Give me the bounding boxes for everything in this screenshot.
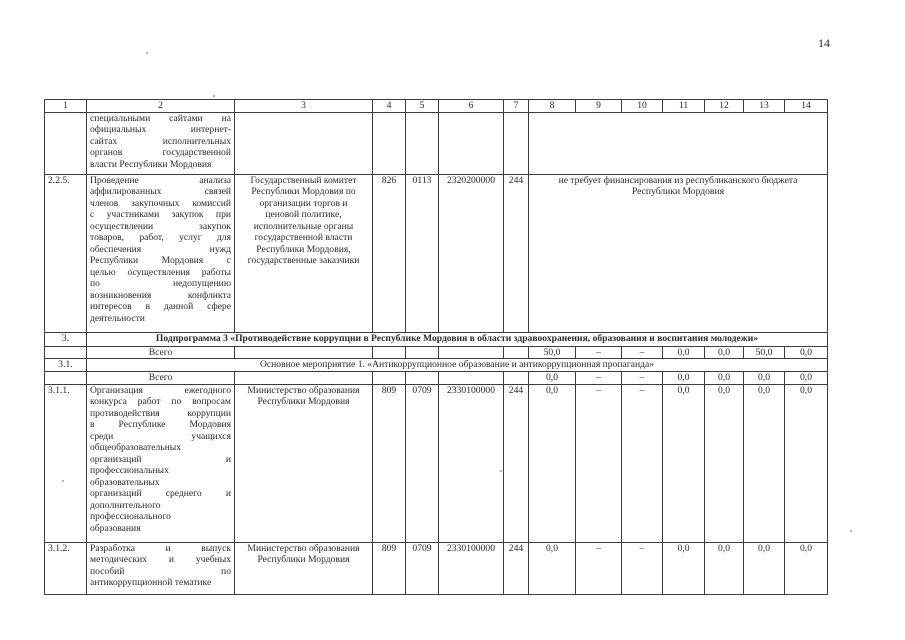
item-number: 3.: [45, 332, 87, 346]
year-value: 0,0: [663, 384, 705, 542]
total-value: –: [622, 346, 663, 359]
scan-speck: [213, 95, 215, 97]
table-row-3-1-1: [45, 384, 828, 542]
total-label: Всего: [87, 346, 235, 359]
item-description: специальными сайтами на официальных интернет- сайтах исполнительных органов государственной власти Республики Мордовия: [87, 112, 235, 174]
col-header: 4: [373, 100, 406, 113]
year-value: 0,0: [785, 384, 828, 542]
total-value: –: [576, 372, 622, 385]
col-header: 10: [622, 100, 663, 113]
grbs-code: 809: [373, 384, 406, 542]
grbs-code: 809: [373, 542, 406, 594]
year-value: –: [622, 384, 663, 542]
item-number: 2.2.5.: [45, 174, 87, 332]
item-number: 3.1.1.: [45, 384, 87, 542]
col-header: 11: [663, 100, 705, 113]
table-row-3: [45, 332, 828, 346]
col-header: 7: [504, 100, 529, 113]
vr-code: 244: [504, 384, 529, 542]
csr-code: 2330100000: [439, 384, 504, 542]
item-description: Разработка и выпуск методических и учебных пособий по антикоррупционной тематике: [87, 542, 235, 594]
year-value: 0,0: [785, 542, 828, 594]
financing-note: не требует финансирования из республиканского бюджета Республики Мордовия: [529, 174, 828, 332]
total-value: 50,0: [744, 346, 785, 359]
col-header: 8: [529, 100, 576, 113]
grbs-code: 826: [373, 174, 406, 332]
total-value: –: [576, 346, 622, 359]
total-value: 50,0: [529, 346, 576, 359]
year-value: 0,0: [744, 542, 785, 594]
executor: Министерство образования Республики Мордовия: [235, 542, 373, 594]
continuation-row: [45, 112, 828, 174]
col-header: 14: [785, 100, 828, 113]
item-description: Проведение анализа аффилированных связей членов закупочных комиссий с участниками закупок при осуществлении закупок товаров, работ, услуг для обеспечения нужд Республики Мордовия с целью осуществления работы по недопущению возникновения конфликта интересов в данной сфере деятельности: [87, 174, 235, 332]
total-value: 0,0: [785, 346, 828, 359]
financing-table: [44, 99, 828, 595]
vr-code: 244: [504, 174, 529, 332]
col-header: 12: [705, 100, 744, 113]
year-value: 0,0: [529, 384, 576, 542]
year-value: –: [576, 384, 622, 542]
total-value: 0,0: [663, 372, 705, 385]
total-value: 0,0: [744, 372, 785, 385]
year-value: 0,0: [663, 542, 705, 594]
activity-total-row: [45, 372, 828, 385]
total-value: 0,0: [705, 346, 744, 359]
page-number: 14: [818, 36, 830, 50]
item-description: Организация ежегодного конкурса работ по вопросам противодействия коррупции в Республике Мордовия среди учащихся общеобразовательных организаций и профессиональных образовательных организаций среднего и дополнительного профессионального образования: [87, 384, 235, 542]
total-value: 0,0: [705, 372, 744, 385]
subprogram-total-row: [45, 346, 828, 359]
col-header: 13: [744, 100, 785, 113]
item-number: 3.1.: [45, 359, 87, 372]
executor: Государственный комитет Республики Мордовия по организации торгов и ценовой политике, исполнительные органы государственной власти Республики Мордовия, государственные заказчики: [235, 174, 373, 332]
rzpr-code: 0709: [406, 542, 439, 594]
total-value: 0,0: [785, 372, 828, 385]
col-header: 9: [576, 100, 622, 113]
main-activity-title: Основное мероприятие 1. «Антикоррупционное образование и антикоррупционная пропаганда»: [87, 359, 828, 372]
table-row-2-2-5: [45, 174, 828, 332]
year-value: –: [622, 542, 663, 594]
year-value: 0,0: [529, 542, 576, 594]
csr-code: 2330100000: [439, 542, 504, 594]
scan-speck: [850, 530, 852, 532]
table-row-3-1: [45, 359, 828, 372]
col-header: 2: [87, 100, 235, 113]
total-value: 0,0: [663, 346, 705, 359]
item-number: 3.1.2.: [45, 542, 87, 594]
table-row-3-1-2: [45, 542, 828, 594]
total-label: Всего: [87, 372, 235, 385]
executor: Министерство образования Республики Мордовия: [235, 384, 373, 542]
header-row: [45, 100, 828, 113]
col-header: 1: [45, 100, 87, 113]
total-value: 0,0: [529, 372, 576, 385]
year-value: 0,0: [705, 542, 744, 594]
year-value: 0,0: [705, 384, 744, 542]
item-number: [45, 112, 87, 174]
csr-code: 2320200000: [439, 174, 504, 332]
scan-speck: [146, 52, 148, 54]
rzpr-code: 0709: [406, 384, 439, 542]
rzpr-code: 0113: [406, 174, 439, 332]
year-value: 0,0: [744, 384, 785, 542]
subprogram-title: Подпрограмма 3 «Противодействие коррупции в Республике Мордовия в области здравоохранения, образования и воспитания молодежи»: [87, 332, 828, 346]
vr-code: 244: [504, 542, 529, 594]
col-header: 6: [439, 100, 504, 113]
year-value: –: [576, 542, 622, 594]
col-header: 3: [235, 100, 373, 113]
total-value: –: [622, 372, 663, 385]
col-header: 5: [406, 100, 439, 113]
